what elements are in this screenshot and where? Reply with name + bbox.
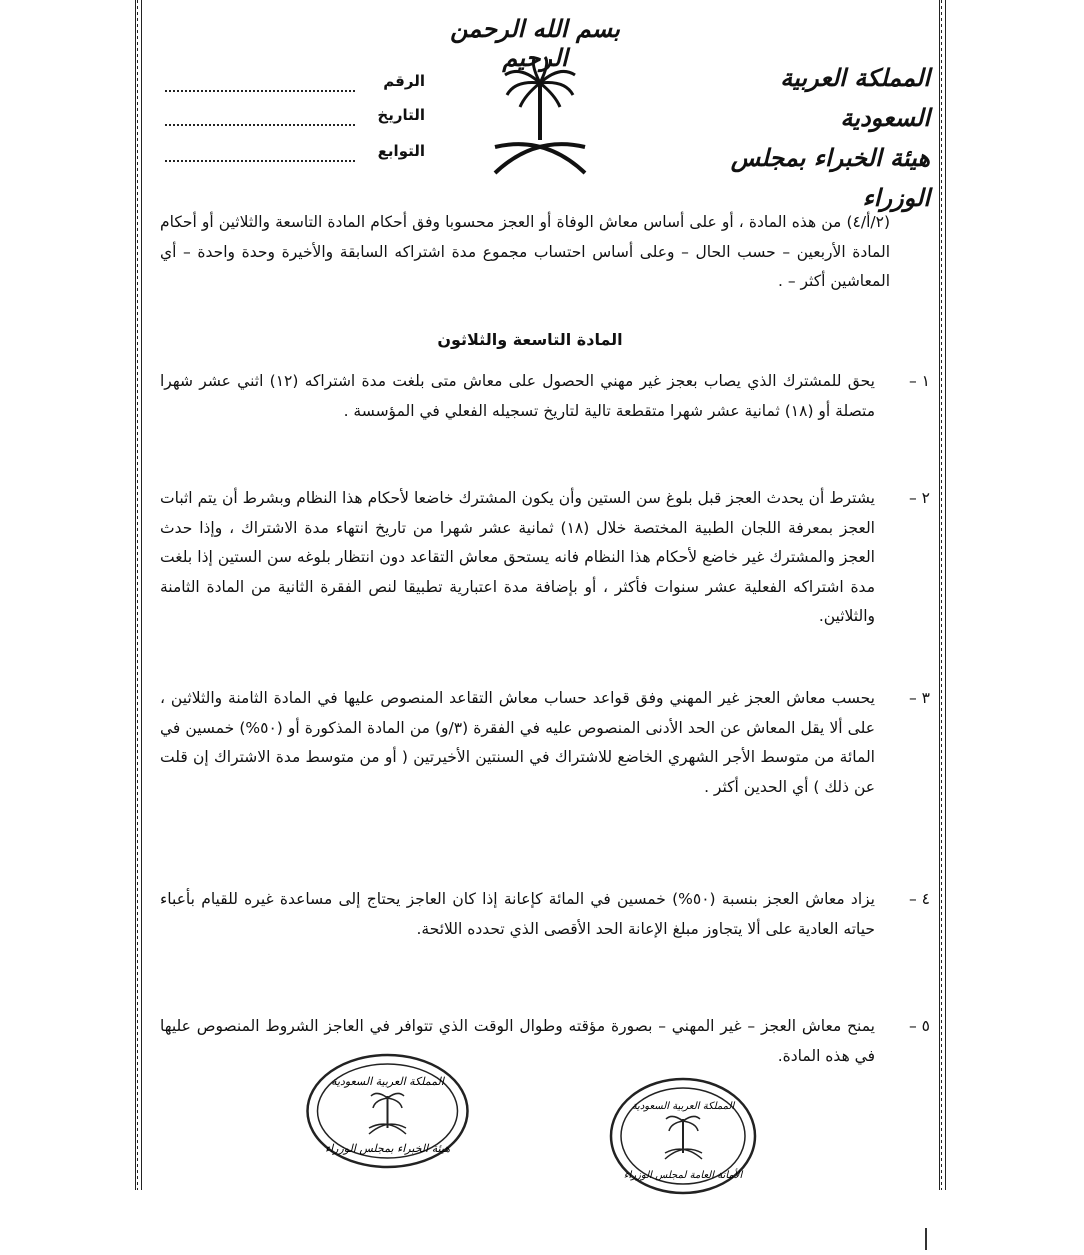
seal-right-top-text: المملكة العربية السعودية — [631, 1101, 735, 1112]
date-label: التاريخ — [377, 106, 425, 124]
date-field — [165, 106, 425, 132]
palm-swords-emblem-icon — [485, 55, 595, 175]
intro-paragraph: (٢/أ/٤) من هذه المادة ، أو على أساس معاش الوفاة أو العجز محسوبا وفق أحكام المادة التاسعة والثلاثين أو أحكام المادة الأربعين – حسب الحال – وعلى أساس احتساب مجموع مدة اشتراكه السابقة والأخيرة وحدة واحدة – أي المعاشين أكثر – . — [160, 213, 890, 290]
attachments-label: التوابع — [377, 142, 425, 160]
page-border-left — [135, 0, 142, 1190]
item-number: ١ – — [908, 372, 930, 390]
seal-left-bottom-text: هيئة الخبراء بمجلس الوزراء — [324, 1142, 451, 1155]
page-border-right — [939, 0, 946, 1190]
authority-name: هيئة الخبراء بمجلس الوزراء — [730, 143, 930, 212]
item-text: يحسب معاش العجز غير المهني وفق قواعد حساب معاش التقاعد المنصوص عليها في المادة الثامنة والثلاثين ، على ألا يقل المعاش عن الحد الأدنى المنصوص عليه في الفقرة (٣/و) من المادة المذكورة أو (٥٠%) خمسين في المائة من متوسط الأجر الشهري الخاضع للاشتراك في السنتين الأخيرتين ( أو من متوسط مدة الاشتراك إن قلت عن ذلك ) أي الحدين أكثر . — [160, 689, 875, 796]
basmala: بسم الله الرحمن الرحيم — [450, 14, 620, 72]
ref-number-label: الرقم — [383, 72, 425, 90]
item-number: ٣ – — [908, 689, 930, 707]
item-text: يحق للمشترك الذي يصاب بعجز غير مهني الحصول على معاش متى بلغت مدة اشتراكه (١٢) اثني عشر شهرا متصلة أو (١٨) ثمانية عشر شهرا متقطعة تالية لتاريخ تسجيله الفعلي في المؤسسة . — [160, 372, 875, 420]
list-item — [160, 484, 930, 632]
attachments-field — [165, 142, 425, 168]
list-item — [160, 885, 930, 944]
list-item — [160, 1012, 930, 1071]
item-number: ٢ – — [908, 489, 930, 507]
article-heading: المادة التاسعة والثلاثون — [437, 330, 623, 349]
date-line — [165, 124, 355, 126]
item-number: ٤ – — [908, 890, 930, 908]
item-text: يمنح معاش العجز – غير المهني – بصورة مؤقته وطوال الوقت الذي تتوافر في العاجز الشروط المنصوص عليها في هذه المادة. — [160, 1017, 875, 1065]
item-text: يشترط أن يحدث العجز قبل بلوغ سن الستين وأن يكون المشترك خاضعا لأحكام هذا النظام وبشرط أن يتم اثبات العجز بمعرفة اللجان الطبية المختصة خلال (١٨) ثمانية عشر شهرا من تاريخ انتهاء مدة الاشتراك ، وإذا حدث العجز والمشترك غير خاضع لأحكام هذا النظام فانه يستحق معاش التقاعد دون انتظار بلوغه سن الستين إذا بلغت مدة اشتراكه الفعلية عشر سنوات فأكثر ، أو بإضافة مدة اعتبارية تطبيقا لنص الفقرة الثانية من المادة الثامنة والثلاثين. — [160, 489, 875, 625]
ref-number-line — [165, 90, 355, 92]
list-item — [160, 367, 930, 426]
page-edge-mark — [925, 1228, 927, 1250]
item-number: ٥ – — [908, 1017, 930, 1035]
kingdom-name: المملكة العربية السعودية — [780, 63, 930, 132]
attachments-line — [165, 160, 355, 162]
item-text: يزاد معاش العجز بنسبة (٥٠%) خمسين في المائة كإعانة إذا كان العاجز يحتاج إلى مساعدة غيره للقيام بأعباء حياته العادية على ألا يتجاوز مبلغ الإعانة الحد الأقصى الذي تحدده اللائحة. — [160, 890, 875, 938]
seal-right-bottom-text: الأمانة العامة لمجلس الوزراء — [623, 1170, 743, 1181]
ref-number-field — [165, 72, 425, 98]
seal-left-top-text: المملكة العربية السعودية — [331, 1075, 444, 1088]
official-seal-right-icon — [608, 1075, 758, 1197]
letterhead — [700, 58, 930, 218]
official-seal-left-icon — [305, 1052, 470, 1170]
list-item — [160, 684, 930, 802]
